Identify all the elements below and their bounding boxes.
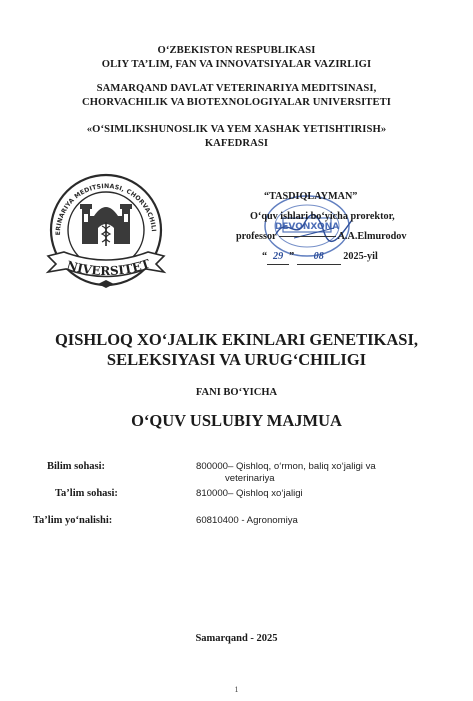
- field-value-education-direction: 60810400 - Agronomiya: [196, 515, 298, 526]
- university-logo: [42, 168, 170, 296]
- approval-position: O‘quv ishlari bo‘yicha prorektor,: [250, 211, 395, 222]
- svg-text:DEVONXONA: DEVONXONA: [274, 222, 340, 232]
- approval-block: [236, 186, 436, 268]
- approval-title: “TASDIQLAYMAN”: [264, 191, 358, 202]
- city-year: Samarqand - 2025: [195, 633, 278, 644]
- approval-signatory: [236, 230, 436, 244]
- field-label-education-direction: Ta’lim yo‘nalishi:: [33, 515, 113, 526]
- approval-name: A.A.Elmurodov: [337, 231, 407, 242]
- page-number: 1: [234, 685, 239, 694]
- signature-line: [279, 236, 336, 237]
- knowledge-area-line2: veterinariya: [225, 472, 275, 484]
- svg-text:SAMARQAND DAVLAT VETERINARIYA: ERINARIYA MEDITSINASI, CHORVACHILI: [54, 182, 157, 236]
- approval-date: [262, 250, 442, 265]
- subject-label: FANI BO‘YICHA: [195, 387, 278, 398]
- university-name-line2: CHORVACHILIK VA BIOTEXNOLOGIYALAR UNIVERSITETI: [81, 97, 392, 108]
- ministry-name: OLIY TA’LIM, FAN VA INNOVATSIYALAR VAZIRLIGI: [101, 59, 372, 70]
- university-emblem-icon: [42, 168, 170, 296]
- department-name: «O‘SIMLIKSHUNOSLIK VA YEM XASHAK YETISHTIRISH»: [86, 124, 387, 135]
- course-title-line1: QISHLOQ XO‘JALIK EKINLARI GENETIKASI,: [54, 330, 419, 349]
- date-month: 08: [297, 250, 341, 265]
- course-title-line2: SELEKSIYASI VA URUG‘CHILIGI: [106, 350, 367, 369]
- field-value-education-area: 810000– Qishloq xo‘jaligi: [196, 488, 303, 499]
- approval-title-prefix: professor: [236, 231, 277, 242]
- field-label-education-area: Ta’lim sohasi:: [55, 488, 118, 499]
- date-year: 2025-yil: [343, 251, 378, 262]
- date-quote-open: “: [262, 251, 268, 262]
- knowledge-area-line1: 800000– Qishloq, o‘rmon, baliq xo‘jaligi va: [196, 461, 376, 472]
- field-label-knowledge-area: Bilim sohasi:: [47, 461, 106, 472]
- document-type: O‘QUV USLUBIY MAJMUA: [131, 411, 342, 430]
- department-label: KAFEDRASI: [204, 138, 269, 149]
- date-day: 29: [267, 250, 289, 265]
- ministry-country: O‘ZBEKISTON RESPUBLIKASI: [157, 45, 316, 56]
- university-name-line1: SAMARQAND DAVLAT VETERINARIYA MEDITSINASI,: [96, 83, 377, 94]
- field-value-knowledge-area: [196, 461, 436, 484]
- date-quote-close: ”: [289, 251, 295, 262]
- svg-text:UNIVERSITETI: NIVERSITET: [65, 256, 152, 279]
